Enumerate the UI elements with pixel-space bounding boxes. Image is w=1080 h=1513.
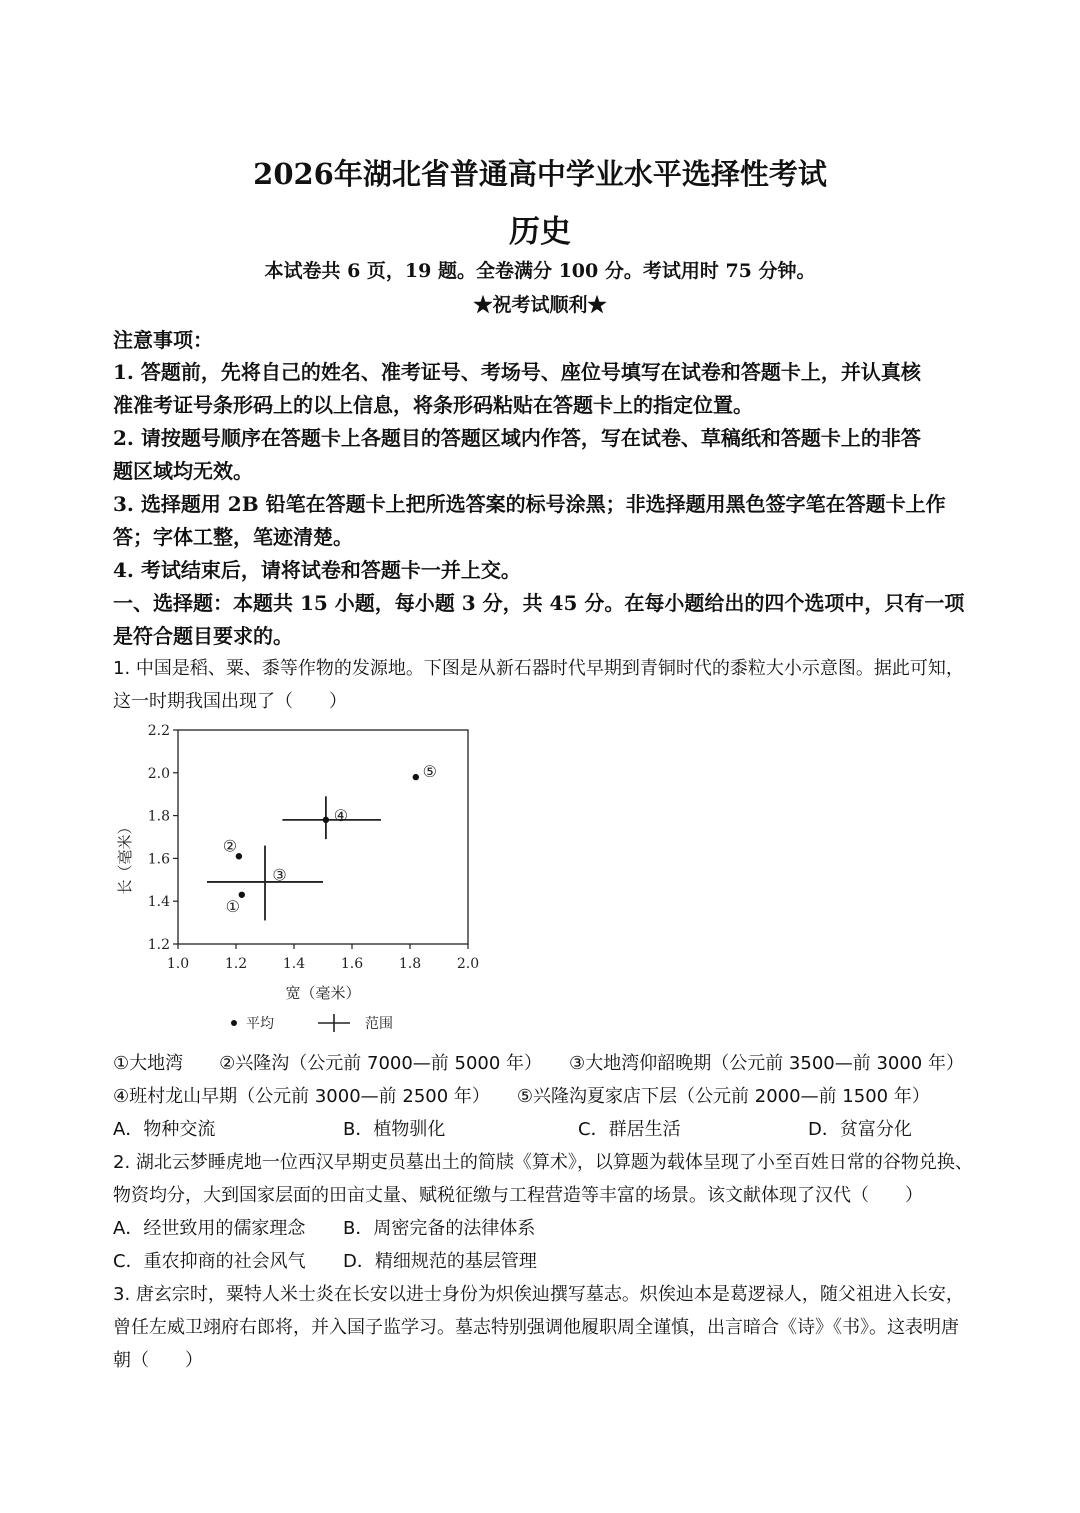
q1-option-d[interactable]: D．贫富分化 <box>808 1119 912 1140</box>
notice-line: 答；字体工整，笔迹清楚。 <box>113 525 353 549</box>
y-tick-label: 2.0 <box>147 765 170 782</box>
y-tick-label: 1.6 <box>147 851 170 868</box>
y-tick-label: 1.8 <box>147 808 170 825</box>
q2-option-b[interactable]: B．周密完备的法律体系 <box>343 1218 536 1239</box>
question-2-stem: 2. 湖北云梦睡虎地一位西汉早期吏员墓出土的简牍《算术》，以算题为载体呈现了小至百姓日常的谷物兑换、 <box>113 1152 973 1173</box>
question-3-stem-cont: 朝（ ） <box>113 1350 203 1371</box>
question-1-stem: 1. 中国是稻、粟、黍等作物的发源地。下图是从新石器时代早期到青铜时代的黍粒大小示意图。据此可知， <box>113 658 964 679</box>
range-label-3: ③ <box>272 865 287 885</box>
good-luck-line: ★祝考试顺利★ <box>473 294 607 316</box>
notice-line: 2. 请按题号顺序在答题卡上各题目的答题区域内作答，写在试卷、草稿纸和答题卡上的非答 <box>113 426 921 450</box>
point-label: ② <box>222 836 238 856</box>
question-3-stem-cont: 曾任左威卫翊府右郎将，并入国子监学习。墓志特别强调他履职周全谨慎，出言暗合《诗》《书》。这表明唐 <box>113 1317 959 1338</box>
q1-site-caption: ①大地湾 ②兴隆沟（公元前 7000—前 5000 年） ③大地湾仰韶晚期（公元前 3500—前 3000 年） <box>113 1053 964 1074</box>
subject-title: 历史 <box>509 214 571 250</box>
legend-range-label: 范围 <box>365 1016 393 1032</box>
q1-option-b[interactable]: B．植物驯化 <box>343 1119 446 1140</box>
legend-mean-label: 平均 <box>246 1016 274 1032</box>
question-3-stem: 3. 唐玄宗时，粟特人米士炎在长安以进士身份为炽俟辿撰写墓志。炽俟辿本是葛逻禄人，随父祖进入长安， <box>113 1284 964 1305</box>
question-2-stem-cont: 物资均分，大到国家层面的田亩丈量、赋税征缴与工程营造等丰富的场景。该文献体现了汉代（ ） <box>113 1185 923 1206</box>
x-tick-label: 1.4 <box>282 956 306 972</box>
section-heading: 一、选择题：本题共 15 小题，每小题 3 分，共 45 分。在每小题给出的四个选项中，只有一项 <box>113 591 965 615</box>
y-axis-label: 长（毫米） <box>116 819 134 895</box>
legend-mean-marker <box>231 1020 237 1026</box>
q2-option-a[interactable]: A．经世致用的儒家理念 <box>113 1218 306 1239</box>
point-label: ④ <box>333 805 349 825</box>
q1-site-caption: ④班村龙山早期（公元前 3000—前 2500 年） ⑤兴隆沟夏家店下层（公元前 2000—前 1500 年） <box>113 1086 930 1107</box>
y-tick-label: 1.2 <box>147 937 170 953</box>
x-tick-label: 1.6 <box>340 956 364 972</box>
y-tick-label: 2.2 <box>147 723 170 739</box>
x-tick-label: 2.0 <box>456 956 480 972</box>
exam-title: 2026年湖北省普通高中学业水平选择性考试 <box>253 157 827 191</box>
mean-point <box>413 774 419 780</box>
point-label: ⑤ <box>422 762 437 782</box>
q2-option-d[interactable]: D．精细规范的基层管理 <box>343 1251 537 1272</box>
x-tick-label: 1.2 <box>224 956 248 972</box>
millet-size-chart <box>100 715 520 1040</box>
q1-option-c[interactable]: C．群居生活 <box>578 1119 681 1140</box>
mean-point <box>323 817 329 823</box>
x-tick-label: 1.8 <box>398 956 422 972</box>
y-tick-label: 1.4 <box>147 894 170 911</box>
notice-line: 题区域均无效。 <box>113 459 253 483</box>
notice-line: 1. 答题前，先将自己的姓名、准考证号、考场号、座位号填写在试卷和答题卡上，并认真核 <box>113 360 921 384</box>
notice-line: 4. 考试结束后，请将试卷和答题卡一并上交。 <box>113 558 521 582</box>
exam-info: 本试卷共 6 页，19 题。全卷满分 100 分。考试用时 75 分钟。 <box>264 260 816 282</box>
q2-option-c[interactable]: C．重农抑商的社会风气 <box>113 1251 306 1272</box>
x-tick-label: 1.0 <box>166 956 190 972</box>
x-axis-label: 宽（毫米） <box>285 984 361 1002</box>
notice-line: 3. 选择题用 2B 铅笔在答题卡上把所选答案的标号涂黑；非选择题用黑色签字笔在答题卡上作 <box>113 492 946 516</box>
question-1-stem-cont: 这一时期我国出现了（ ） <box>113 691 347 712</box>
point-label: ① <box>225 896 240 916</box>
q1-option-a[interactable]: A．物种交流 <box>113 1119 216 1140</box>
notice-line: 准准考证号条形码上的以上信息，将条形码粘贴在答题卡上的指定位置。 <box>113 393 753 417</box>
section-heading-cont: 是符合题目要求的。 <box>113 624 293 648</box>
notice-heading: 注意事项： <box>113 328 213 352</box>
